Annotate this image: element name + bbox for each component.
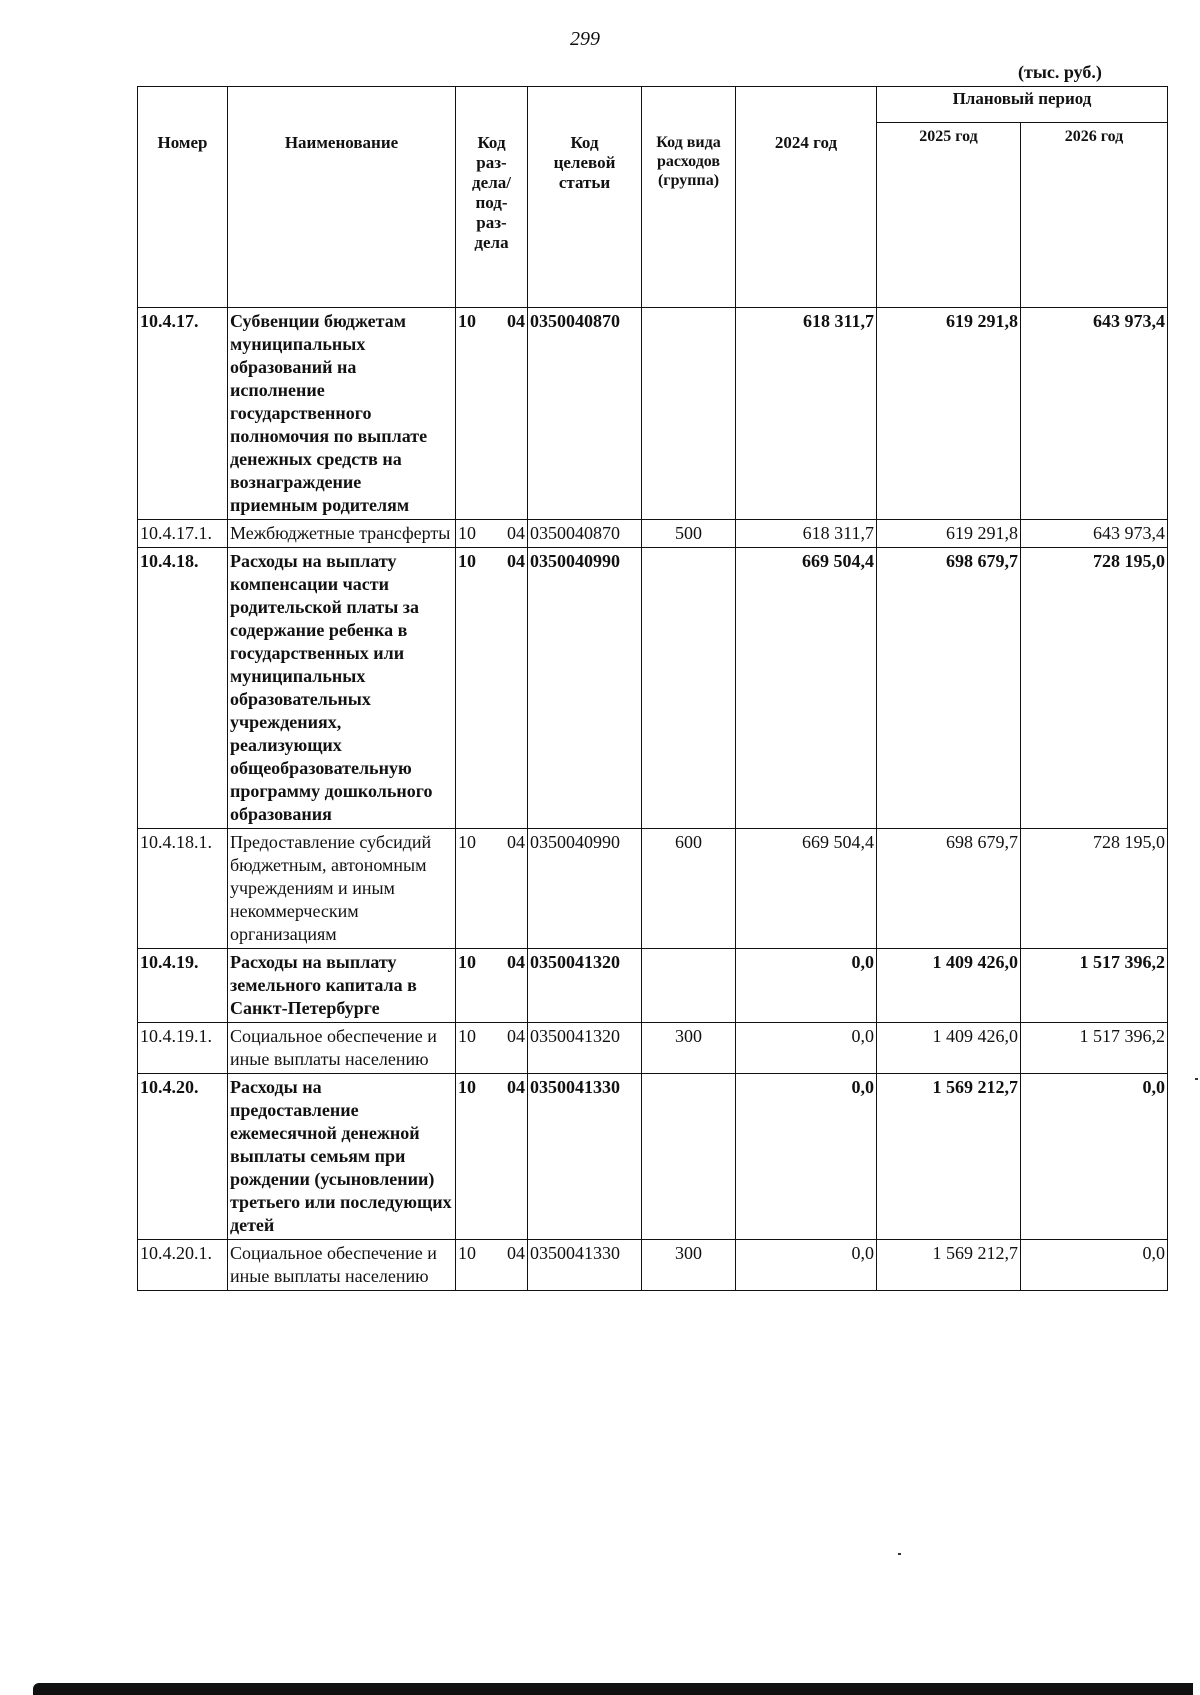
table-row (138, 829, 1168, 949)
row-razdel (456, 1023, 528, 1074)
row-value-2024: 618 311,7 (736, 308, 877, 520)
table-row (138, 949, 1168, 1023)
row-expense-type (642, 1074, 736, 1240)
row-value-2026: 1 517 396,2 (1021, 949, 1168, 1023)
row-number: 10.4.17.1. (138, 520, 228, 548)
header-razdel-line: дела/ (472, 173, 511, 192)
row-expense-type (642, 949, 736, 1023)
row-number: 10.4.19. (138, 949, 228, 1023)
row-value-2024: 0,0 (736, 1074, 877, 1240)
row-value-2026: 643 973,4 (1021, 520, 1168, 548)
row-value-2026: 643 973,4 (1021, 308, 1168, 520)
header-razdel-line: Код (477, 133, 506, 152)
header-razdel (456, 87, 528, 308)
row-number: 10.4.19.1. (138, 1023, 228, 1074)
row-expense-type: 600 (642, 829, 736, 949)
units-label: (тыс. руб.) (1018, 62, 1102, 82)
table-row (138, 520, 1168, 548)
row-razdel-code: 10 (458, 1026, 476, 1046)
row-value-2026: 0,0 (1021, 1074, 1168, 1240)
row-value-2024: 0,0 (736, 1023, 877, 1074)
row-value-2025: 619 291,8 (877, 520, 1021, 548)
row-value-2024: 0,0 (736, 949, 877, 1023)
scan-speck (898, 1553, 901, 1555)
header-number: Номер (138, 87, 228, 308)
row-number: 10.4.18.1. (138, 829, 228, 949)
row-expense-type (642, 548, 736, 829)
row-podrazdel-code: 04 (507, 1026, 525, 1046)
row-razdel-code: 10 (458, 523, 476, 543)
row-razdel (456, 520, 528, 548)
row-value-2026: 728 195,0 (1021, 548, 1168, 829)
row-target: 0350040870 (528, 520, 642, 548)
header-2025: 2025 год (877, 123, 1021, 308)
table-row (138, 1074, 1168, 1240)
scan-speck (1195, 1078, 1198, 1080)
header-target-line: статьи (558, 173, 611, 192)
table-body (138, 308, 1168, 1291)
row-value-2024: 669 504,4 (736, 548, 877, 829)
row-number: 10.4.17. (138, 308, 228, 520)
table-row (138, 1023, 1168, 1074)
row-value-2025: 1 569 212,7 (877, 1074, 1021, 1240)
row-value-2024: 618 311,7 (736, 520, 877, 548)
row-target: 0350041320 (528, 1023, 642, 1074)
row-value-2025: 698 679,7 (877, 829, 1021, 949)
header-target (528, 87, 642, 308)
row-razdel-code: 10 (458, 952, 476, 972)
row-razdel (456, 308, 528, 520)
header-target-line: целевой (553, 153, 616, 172)
header-razdel-line: дела (474, 233, 509, 252)
row-razdel-code: 10 (458, 551, 476, 571)
row-name: Межбюджетные трансферты (228, 520, 456, 548)
row-value-2024: 0,0 (736, 1240, 877, 1291)
header-razdel-line: раз- (476, 213, 507, 232)
row-razdel (456, 1240, 528, 1291)
row-podrazdel-code: 04 (507, 523, 525, 543)
row-name: Социальное обеспечение и иные выплаты населению (228, 1023, 456, 1074)
row-target: 0350041330 (528, 1240, 642, 1291)
header-expense-type-line: Код вида (656, 134, 721, 151)
header-expense-type-line: расходов (656, 153, 721, 170)
header-expense-type (642, 87, 736, 308)
row-name: Расходы на выплату компенсации части родительской платы за содержание ребенка в государственных или муниципальных образовательных учреждениях, реализующих общеобразовательную программу дошкольного образования (228, 548, 456, 829)
row-expense-type: 500 (642, 520, 736, 548)
header-planned-period: Плановый период (877, 87, 1168, 123)
row-number: 10.4.20.1. (138, 1240, 228, 1291)
row-podrazdel-code: 04 (507, 832, 525, 852)
row-value-2026: 728 195,0 (1021, 829, 1168, 949)
row-target: 0350040990 (528, 829, 642, 949)
header-razdel-line: под- (475, 193, 508, 212)
header-2024: 2024 год (736, 87, 877, 308)
row-podrazdel-code: 04 (507, 952, 525, 972)
row-value-2025: 698 679,7 (877, 548, 1021, 829)
row-podrazdel-code: 04 (507, 1077, 525, 1097)
row-target: 0350040870 (528, 308, 642, 520)
row-number: 10.4.20. (138, 1074, 228, 1240)
table-row (138, 1240, 1168, 1291)
header-razdel-line: раз- (476, 153, 507, 172)
header-expense-type-line: (группа) (657, 172, 720, 189)
header-name: Наименование (228, 87, 456, 308)
row-podrazdel-code: 04 (507, 311, 525, 331)
row-name: Субвенции бюджетам муниципальных образований на исполнение государственного полномочия по выплате денежных средств на вознаграждение приемным родителям (228, 308, 456, 520)
row-target: 0350041330 (528, 1074, 642, 1240)
row-razdel (456, 949, 528, 1023)
header-target-line: Код (570, 133, 599, 152)
row-target: 0350041320 (528, 949, 642, 1023)
row-razdel-code: 10 (458, 1243, 476, 1263)
row-value-2026: 0,0 (1021, 1240, 1168, 1291)
row-razdel-code: 10 (458, 832, 476, 852)
scan-edge-bar (33, 1683, 1193, 1695)
row-value-2025: 1 409 426,0 (877, 949, 1021, 1023)
row-expense-type (642, 308, 736, 520)
table-row (138, 548, 1168, 829)
row-value-2026: 1 517 396,2 (1021, 1023, 1168, 1074)
row-name: Расходы на выплату земельного капитала в Санкт-Петербурге (228, 949, 456, 1023)
row-value-2025: 619 291,8 (877, 308, 1021, 520)
row-number: 10.4.18. (138, 548, 228, 829)
row-value-2025: 1 409 426,0 (877, 1023, 1021, 1074)
header-2026: 2026 год (1021, 123, 1168, 308)
row-podrazdel-code: 04 (507, 1243, 525, 1263)
row-expense-type: 300 (642, 1023, 736, 1074)
row-razdel (456, 1074, 528, 1240)
row-razdel-code: 10 (458, 1077, 476, 1097)
row-podrazdel-code: 04 (507, 551, 525, 571)
row-name: Расходы на предоставление ежемесячной денежной выплаты семьям при рождении (усыновлении) третьего или последующих детей (228, 1074, 456, 1240)
row-target: 0350040990 (528, 548, 642, 829)
row-value-2025: 1 569 212,7 (877, 1240, 1021, 1291)
page-number: 299 (570, 28, 600, 50)
table-row (138, 308, 1168, 520)
row-name: Предоставление субсидий бюджетным, автономным учреждениям и иным некоммерческим организациям (228, 829, 456, 949)
budget-table (137, 86, 1168, 1291)
row-razdel-code: 10 (458, 311, 476, 331)
row-expense-type: 300 (642, 1240, 736, 1291)
row-name: Социальное обеспечение и иные выплаты населению (228, 1240, 456, 1291)
row-value-2024: 669 504,4 (736, 829, 877, 949)
row-razdel (456, 548, 528, 829)
row-razdel (456, 829, 528, 949)
